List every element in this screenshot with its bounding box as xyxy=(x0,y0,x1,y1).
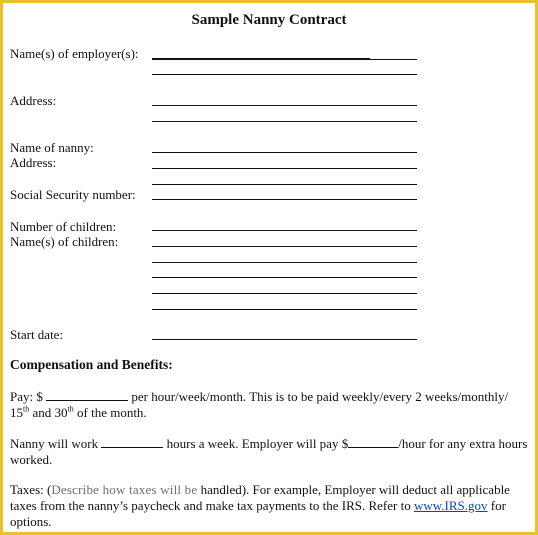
taxes-paragraph xyxy=(10,482,535,530)
hours-end: /hour for any extra hours worked. xyxy=(10,436,528,467)
taxes-mid: handled). For example, Employer will deduct all applicable taxes from the nanny’s paycheck and make tax payments to the IRS. Refer to xyxy=(10,482,510,513)
address-line-1[interactable] xyxy=(152,105,417,106)
pay-end: of the month. xyxy=(73,405,147,420)
children-line-4[interactable] xyxy=(152,293,417,294)
hours-paragraph xyxy=(10,435,535,468)
pay-day-30: 30 xyxy=(54,405,68,420)
contract-title: Sample Nanny Contract xyxy=(191,12,347,28)
taxes-prefix: Taxes: ( xyxy=(10,482,52,497)
start-date-label: Start date: xyxy=(10,327,64,342)
children-line-1[interactable] xyxy=(152,246,417,247)
nanny-address-label: Address: xyxy=(10,155,57,170)
hours-blank[interactable] xyxy=(101,435,163,448)
address-label: Address: xyxy=(10,93,57,108)
hours-prefix: Nanny will work xyxy=(10,436,102,451)
taxes-placeholder: Describe how taxes will be xyxy=(51,482,198,497)
children-names-label: Name(s) of children: xyxy=(10,234,119,249)
num-children-line[interactable] xyxy=(152,230,417,231)
children-line-5[interactable] xyxy=(152,309,417,310)
pay-and: and xyxy=(29,405,55,420)
nanny-address-line[interactable] xyxy=(152,168,417,169)
pay-day-15: 15 xyxy=(10,405,23,420)
extra-rate-blank[interactable] xyxy=(348,435,398,448)
nanny-name-label: Name of nanny: xyxy=(10,140,94,155)
taxes-end: for options. xyxy=(10,498,506,529)
pay-day-30-suffix: th xyxy=(67,404,74,414)
children-line-3[interactable] xyxy=(152,277,417,278)
pay-schedule-text: per hour/week/month. This is to be paid weekly/every 2 weeks/monthly/ xyxy=(131,389,509,404)
children-line-2[interactable] xyxy=(152,262,417,263)
pay-prefix: Pay: $ xyxy=(10,389,43,404)
num-children-label: Number of children: xyxy=(10,219,117,234)
compensation-heading: Compensation and Benefits: xyxy=(10,357,173,372)
start-date-line[interactable] xyxy=(152,339,417,340)
ssn-line-2[interactable] xyxy=(152,199,417,200)
ssn-line-1[interactable] xyxy=(152,184,417,185)
pay-paragraph xyxy=(10,388,535,421)
pay-amount-blank[interactable] xyxy=(46,388,128,401)
contract-page xyxy=(3,3,535,532)
employers-line-2[interactable] xyxy=(152,74,417,75)
irs-link[interactable]: www.IRS.gov xyxy=(413,498,488,513)
hours-mid: hours a week. Employer will pay $ xyxy=(163,436,349,451)
employers-label: Name(s) of employer(s): xyxy=(10,46,139,61)
pay-day-15-suffix: th xyxy=(23,404,30,414)
employers-line-1-tail[interactable] xyxy=(370,59,417,60)
ssn-label: Social Security number: xyxy=(10,187,136,202)
employers-line-1[interactable] xyxy=(152,58,370,60)
nanny-name-line[interactable] xyxy=(152,152,417,153)
address-line-2[interactable] xyxy=(152,121,417,122)
